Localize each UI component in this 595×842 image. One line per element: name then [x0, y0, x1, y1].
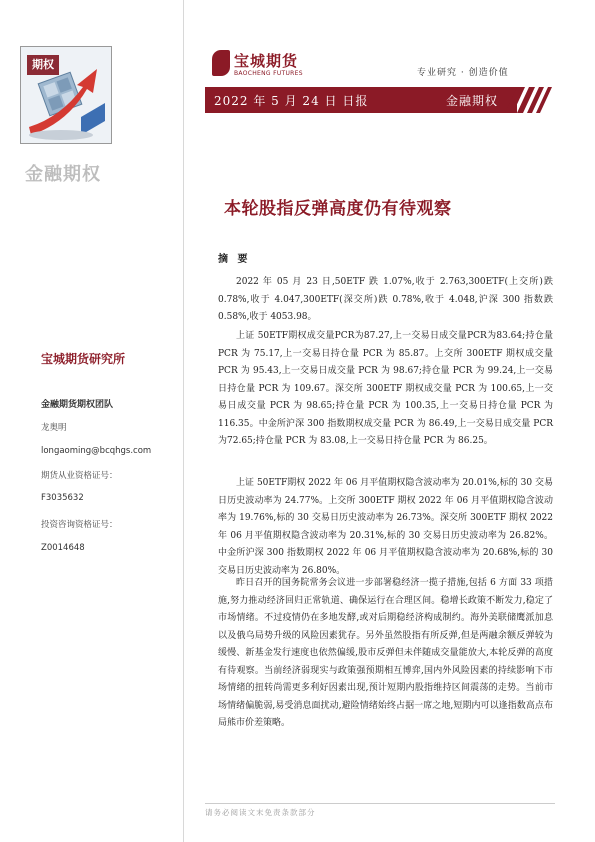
team-name: 金融期货期权团队 — [41, 400, 114, 410]
slogan: 专业研究 · 创造价值 — [417, 68, 509, 78]
cover-image — [20, 46, 112, 144]
logo-text: 宝城期货 — [234, 52, 299, 70]
footer-divider — [205, 803, 555, 804]
paragraph-volatility: 上证 50ETF期权 2022 年 06 月平值期权隐含波动率为 20.01%,标的 30 交易日历史波动率为 24.77%。上交所 300ETF 期权 2022 年 06 月平值期权隐含波动率为 19.76%,标的 30 交易日历史波动率为 26.73%。深交所 300ETF 期权 2022 年 06 月平值期权隐含波动率为 20.31%,标的 30 交易日历史波动率为 26.82%。中金所沪深 300 指数期权 2022 年 06 月平值期权隐含波动率为 20.68%,标的 30 交易日历史波动率为 26.80%。 — [218, 478, 553, 576]
footer-disclaimer: 请务必阅读文末免责条款部分 — [205, 808, 316, 817]
advisory-label: 投资咨询资格证号： — [41, 520, 118, 530]
banner-stripes-icon — [505, 87, 555, 113]
license-label: 期货从业资格证号： — [41, 471, 118, 481]
advisory-number: Z0014648 — [41, 543, 85, 553]
logo-subtext: BAOCHENG FUTURES — [234, 70, 303, 77]
sidebar-divider — [183, 0, 184, 842]
logo-mark-icon — [212, 50, 230, 76]
paragraph-market-summary: 2022 年 05 月 23 日,50ETF 跌 1.07%,收于 2.763,300ETF(上交所)跌 0.78%,收于 4.047,300ETF(深交所)跌 0.78%,收于 4.048,沪深 300 指数跌 0.58%,收于 4053.98。 — [218, 277, 553, 322]
paragraph-pcr: 上证 50ETF期权成交量PCR为87.27,上一交易日成交量PCR为83.64;持仓量 PCR 为 75.17,上一交易日持仓量 PCR 为 85.87。上交所 300ETF 期权成交量 PCR 为 95.43,上一交易日成交量 PCR 为 98.67;持仓量 PCR 为 99.24,上一交易日持仓量 PCR 为 109.67。深交所 300ETF 期权成交量 PCR 为 100.65,上一交易日成交量 PCR 为 98.65;持仓量 PCR 为 100.35,上一交易日持仓量 PCR 为 116.35。中金所沪深 300 指数期权成交量 PCR 为 86.49,上一交易日成交量 PCR 为72.65;持仓量 PCR 为 83.08,上一交易日持仓量 PCR 为 86.25。 — [218, 331, 553, 446]
author-name: 龙奥明 — [41, 423, 67, 433]
license-number: F3035632 — [41, 493, 84, 503]
abstract-heading: 摘 要 — [218, 254, 251, 265]
page-title: 本轮股指反弹高度仍有待观察 — [224, 199, 452, 219]
report-type: 金融期权 — [446, 94, 499, 108]
author-email: longaoming@bcqhgs.com — [41, 446, 152, 456]
sidebar — [0, 0, 183, 842]
cover-tag: 期权 — [27, 55, 59, 75]
report-date: 2022 年 5 月 24 日 日报 — [214, 94, 369, 108]
company-logo — [212, 50, 312, 80]
section-label: 金融期权 — [25, 164, 101, 185]
institute-name: 宝城期货研究所 — [41, 352, 126, 366]
paragraph-outlook: 昨日召开的国务院常务会议进一步部署稳经济一揽子措施,包括 6 方面 33 项措施,努力推动经济回归正常轨道、确保运行在合理区间。稳增长政策不断发力,稳定了市场情绪。不过疫情仍在多地发酵,或对后期稳经济构成制约。海外美联储鹰派加息以及俄乌局势升级的风险因素犹存。另外虽然股指有所反弹,但是两融余额反弹较为缓慢、新基金发行速度也依然偏缓,股市反弹但未伴随成交量能放大,本轮反弹的高度有待观察。当前经济弱现实与政策强预期相互博弈,国内外风险因素的持续影响下市场情绪的扭转尚需更多利好因素出现,预计短期内股指维持区间震荡的走势。当前市场情绪偏脆弱,易受消息面扰动,避险情绪始终占据一席之地,短期内可以逢指数高点布局熊市价差策略。 — [218, 578, 553, 728]
